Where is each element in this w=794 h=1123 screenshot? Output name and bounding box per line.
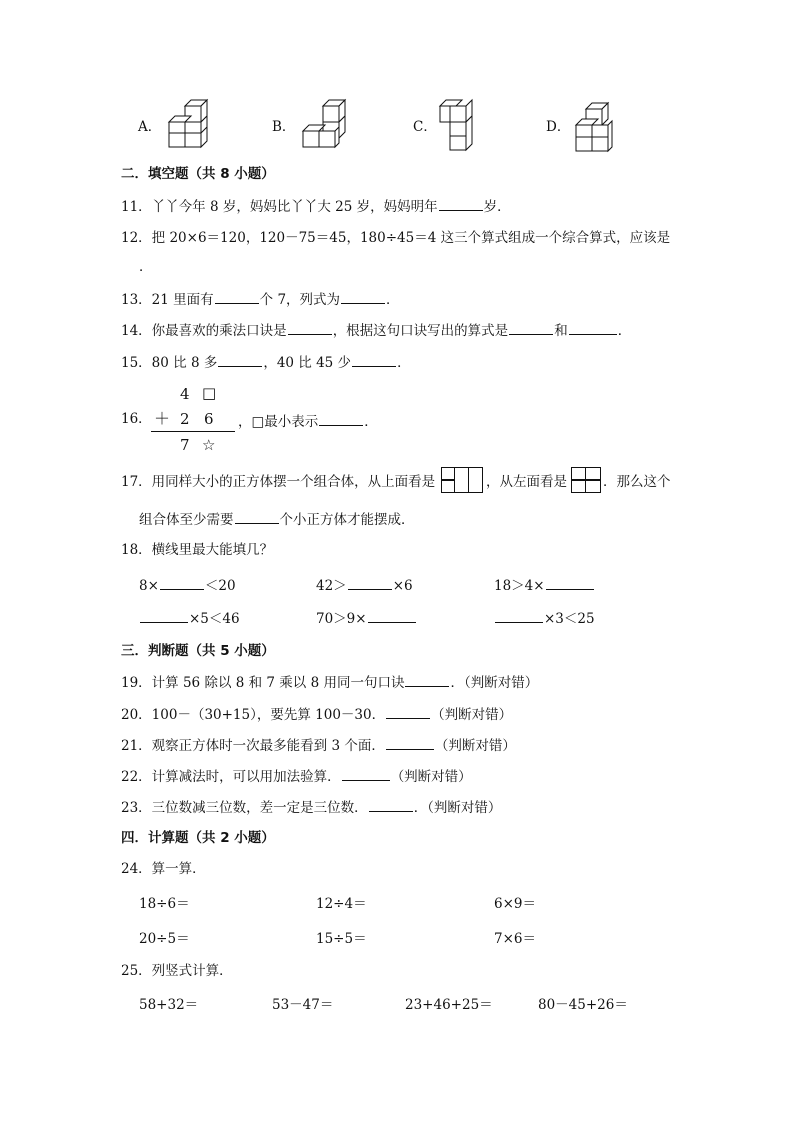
q15-mid: ，40 比 45 少 <box>263 355 352 371</box>
q18-blank-1[interactable] <box>160 576 204 590</box>
section-calc-heading: 四．计算题（共 2 小题） <box>121 830 275 846</box>
q14-blank-3[interactable] <box>569 321 617 335</box>
q17-mid: ，从左面看是 <box>486 474 567 490</box>
q18-r1c1: 8× ＜20 <box>139 578 236 594</box>
question-23: 23．三位数减三位数，差一定是三位数． ．（判断对错） <box>121 800 502 816</box>
q17-left-view-grid <box>571 467 601 493</box>
q18-blank-6[interactable] <box>495 609 543 623</box>
question-12-line2 <box>139 258 153 276</box>
question-22: 22．计算减法时，可以用加法验算． （判断对错） <box>121 769 472 785</box>
q18-blank-2[interactable] <box>348 576 392 590</box>
q20-blank[interactable] <box>386 705 430 719</box>
q12-tail: ． <box>139 259 153 275</box>
q16-number: 16． <box>121 411 152 427</box>
q17-text-2: 组合体至少需要 <box>139 512 234 528</box>
q18-r2c3: ×3＜25 <box>494 609 595 628</box>
q17-blank[interactable] <box>235 510 279 524</box>
q18-r1c2: 42＞ ×6 <box>316 578 413 594</box>
q24-item-2: 12÷4＝ <box>316 896 367 912</box>
q21-blank[interactable] <box>386 736 434 750</box>
q16-top-box: □ <box>202 384 217 402</box>
q16-text: ，□最小表示 <box>238 414 319 430</box>
q24-item-6: 7×6＝ <box>494 931 536 947</box>
q18-r2c1: ×5＜46 <box>139 609 240 628</box>
q19-blank[interactable] <box>405 673 449 687</box>
q24-item-4: 20÷5＝ <box>139 931 190 947</box>
question-11 <box>121 197 511 216</box>
cube-figure-b <box>299 100 349 150</box>
q15-text: 15．80 比 8 多 <box>121 355 218 371</box>
q22-blank[interactable] <box>342 767 390 781</box>
option-c-label: C． <box>413 119 437 135</box>
q15-blank-1[interactable] <box>218 353 262 367</box>
q25-item-3: 23+46+25＝ <box>405 997 493 1013</box>
question-13 <box>121 290 400 309</box>
q16-blank[interactable] <box>319 412 363 426</box>
q15-blank-2[interactable] <box>352 353 396 367</box>
q17-top-view-grid <box>441 467 483 493</box>
q13-text: 13．21 里面有 <box>121 292 214 308</box>
q16-mid-tens: 2 <box>180 410 190 428</box>
q16-tail: ． <box>364 414 378 430</box>
q24-item-5: 15÷5＝ <box>316 931 367 947</box>
question-14 <box>121 321 631 340</box>
q25-item-1: 58+32＝ <box>139 997 199 1013</box>
q16-star-icon: ☆ <box>202 436 216 454</box>
question-19: 19．计算 56 除以 8 和 7 乘以 8 用同一句口诀 ．（判断对错） <box>121 675 539 691</box>
q18-r2c2: 70＞9× <box>316 609 417 628</box>
q11-blank[interactable] <box>439 197 483 211</box>
q18-r1c3: 18＞4× <box>494 576 595 595</box>
q13-mid: 个 7，列式为 <box>259 292 341 308</box>
q18-blank-4[interactable] <box>140 609 188 623</box>
q24-item-3: 6×9＝ <box>494 896 536 912</box>
q25-item-4: 80－45+26＝ <box>538 997 628 1013</box>
cube-figure-a <box>163 100 213 150</box>
q16-plus-sign: ＋ <box>154 409 171 428</box>
q24-item-1: 18÷6＝ <box>139 896 190 912</box>
q11-tail: 岁． <box>483 199 511 215</box>
q18-title: 18．横线里最大能填几？ <box>121 542 274 558</box>
option-b-label: B． <box>272 119 296 135</box>
q14-tail: ． <box>617 323 632 339</box>
question-12 <box>121 229 670 247</box>
q17-tail-2: 个小正方体才能摆成． <box>279 512 415 528</box>
q16-mid-ones: 6 <box>204 410 214 428</box>
option-a-label: A． <box>138 119 162 135</box>
q13-tail: ． <box>386 292 400 308</box>
q17-text: 17．用同样大小的正方体摆一个组合体，从上面看是 <box>121 474 436 490</box>
question-15 <box>121 353 411 372</box>
q17-tail-1: ．那么这个 <box>603 474 671 490</box>
q16-top-tens: 4 <box>180 385 190 403</box>
q14-blank-2[interactable] <box>509 321 553 335</box>
q24-title: 24．算一算． <box>121 861 206 877</box>
q25-title: 25．列竖式计算． <box>121 963 233 979</box>
q25-item-2: 53－47＝ <box>272 997 334 1013</box>
q14-text: 14．你最喜欢的乘法口诀是 <box>121 323 287 339</box>
q14-blank-1[interactable] <box>288 321 332 335</box>
q13-blank-1[interactable] <box>215 290 259 304</box>
q13-blank-2[interactable] <box>341 290 385 304</box>
q16-sum-line <box>151 431 235 432</box>
q23-blank[interactable] <box>369 798 413 812</box>
q14-and: 和 <box>554 323 568 339</box>
q16-bot-tens: 7 <box>180 436 190 454</box>
q12-text: 12．把 20×6＝120，120－75＝45，180÷45＝4 这三个算式组成一个综合算式，应该是 <box>121 230 671 246</box>
q15-tail: ． <box>397 355 411 371</box>
question-21: 21．观察正方体时一次最多能看到 3 个面． （判断对错） <box>121 738 516 754</box>
question-20: 20．100－（30+15），要先算 100－30． （判断对错） <box>121 707 513 723</box>
cube-figure-d <box>572 103 618 153</box>
q18-blank-3[interactable] <box>546 576 594 590</box>
cube-figure-c <box>436 98 480 154</box>
q14-mid: ，根据这句口诀写出的算式是 <box>332 323 509 339</box>
q11-text: 11．丫丫今年 8 岁，妈妈比丫丫大 25 岁，妈妈明年 <box>121 199 438 215</box>
q18-blank-5[interactable] <box>368 609 416 623</box>
section-fill-heading: 二．填空题（共 8 小题） <box>121 166 275 182</box>
section-judge-heading: 三．判断题（共 5 小题） <box>121 643 275 659</box>
option-d-label: D． <box>546 119 571 135</box>
